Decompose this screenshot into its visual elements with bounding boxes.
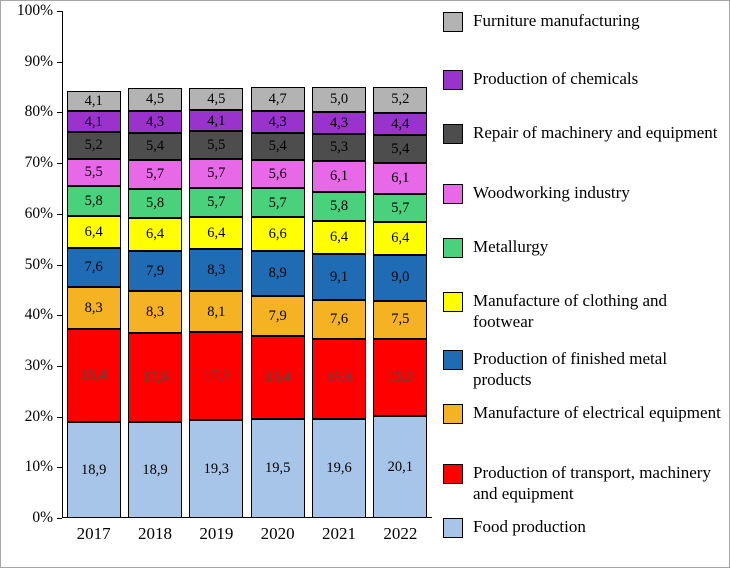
bar-segment-label: 15,3 bbox=[387, 369, 414, 386]
bar-column[interactable] bbox=[373, 11, 427, 518]
bar-segment-label: 6,4 bbox=[329, 229, 349, 246]
y-axis-tick-mark bbox=[57, 214, 62, 215]
bar-segment-label: 5,5 bbox=[207, 136, 226, 153]
bar-segment[interactable] bbox=[189, 188, 243, 217]
bar-segment[interactable] bbox=[128, 189, 182, 218]
legend-item[interactable] bbox=[443, 123, 727, 144]
bar-segment[interactable] bbox=[251, 87, 305, 111]
bar-segment[interactable] bbox=[128, 422, 182, 518]
x-axis-tick-label: 2020 bbox=[260, 524, 295, 543]
bar-segment[interactable] bbox=[67, 216, 121, 248]
bar-segment[interactable] bbox=[373, 87, 427, 113]
bar-segment[interactable] bbox=[189, 110, 243, 131]
bar-segment-label: 8,9 bbox=[268, 265, 287, 282]
bar-segment-label: 19,5 bbox=[264, 460, 291, 477]
bar-segment[interactable] bbox=[251, 217, 305, 250]
y-axis-tick-mark bbox=[57, 315, 62, 316]
bar-segment[interactable] bbox=[251, 188, 305, 217]
bar-segment-label: 5,7 bbox=[268, 194, 287, 211]
legend-color-swatch bbox=[443, 184, 463, 204]
bar-segment[interactable] bbox=[251, 111, 305, 133]
bar-segment-label: 20,1 bbox=[387, 458, 414, 475]
y-axis-tick-mark bbox=[57, 62, 62, 63]
bar-segment[interactable] bbox=[67, 422, 121, 518]
bar-segment[interactable] bbox=[312, 112, 366, 134]
bar-segment[interactable] bbox=[373, 222, 427, 254]
bar-segment-label: 18,9 bbox=[80, 461, 107, 478]
bar-segment-label: 4,4 bbox=[391, 115, 410, 132]
bar-segment-label: 5,7 bbox=[207, 194, 226, 211]
legend-item[interactable] bbox=[443, 237, 727, 258]
bar-segment[interactable] bbox=[189, 88, 243, 111]
bar-segment-label: 16,4 bbox=[264, 369, 291, 386]
bar-segment[interactable] bbox=[189, 131, 243, 159]
legend bbox=[443, 5, 727, 545]
bar-segment[interactable] bbox=[67, 329, 121, 422]
x-axis-tick-label: 2019 bbox=[199, 524, 234, 543]
y-axis-tick-label: 100% bbox=[16, 2, 53, 19]
legend-item[interactable] bbox=[443, 291, 727, 332]
bar-segment[interactable] bbox=[312, 339, 366, 419]
y-axis-tick-label: 50% bbox=[24, 255, 53, 273]
bar-segment-label: 6,1 bbox=[391, 169, 410, 186]
bar-segment-label: 7,6 bbox=[329, 311, 349, 328]
bar-segment[interactable] bbox=[189, 291, 243, 332]
bar-segment-label: 9,1 bbox=[329, 268, 349, 285]
y-axis-tick-label: 30% bbox=[24, 356, 53, 374]
legend-item-label: Production of transport, machinery and equipment bbox=[473, 463, 711, 503]
y-axis-tick-label: 20% bbox=[24, 407, 53, 425]
y-axis-tick-label: 80% bbox=[24, 103, 53, 121]
bar-segment[interactable] bbox=[128, 160, 182, 189]
bar-segment-label: 5,8 bbox=[145, 195, 165, 212]
bar-segment-label: 6,1 bbox=[329, 168, 349, 185]
bar-segment[interactable] bbox=[67, 159, 121, 187]
bar-segment-label: 6,4 bbox=[391, 230, 410, 247]
bar-segment[interactable] bbox=[67, 132, 121, 158]
y-axis-tick-label: 70% bbox=[24, 154, 53, 172]
bar-column[interactable] bbox=[251, 11, 305, 518]
bar-segment-label: 5,8 bbox=[84, 192, 103, 209]
bar-segment-label: 5,3 bbox=[329, 139, 349, 156]
bar-segment[interactable] bbox=[312, 254, 366, 300]
y-axis-tick-mark bbox=[57, 11, 62, 12]
bar-segment[interactable] bbox=[312, 300, 366, 339]
bar-segment[interactable] bbox=[189, 217, 243, 249]
bar-segment[interactable] bbox=[312, 192, 366, 221]
x-axis-tick-label: 2022 bbox=[383, 524, 418, 543]
bar-column[interactable] bbox=[189, 11, 243, 518]
bar-segment-label: 8,3 bbox=[207, 262, 226, 279]
legend-item-label: Repair of machinery and equipment bbox=[473, 123, 718, 142]
bar-segment-label: 15,8 bbox=[326, 370, 352, 387]
bar-segment-label: 9,0 bbox=[391, 269, 410, 286]
bar-segment-label: 4,1 bbox=[84, 92, 103, 109]
bar-segment[interactable] bbox=[189, 159, 243, 188]
plot-bars bbox=[63, 11, 431, 518]
legend-item-label: Production of finished metal products bbox=[473, 349, 668, 389]
legend-item[interactable] bbox=[443, 403, 727, 424]
bar-segment-label: 5,4 bbox=[391, 140, 410, 157]
bar-segment[interactable] bbox=[373, 135, 427, 162]
legend-color-swatch bbox=[443, 404, 463, 424]
bar-segment-label: 5,4 bbox=[145, 138, 165, 155]
bar-segment[interactable] bbox=[312, 221, 366, 253]
legend-color-swatch bbox=[443, 292, 463, 312]
bar-segment[interactable] bbox=[67, 91, 121, 112]
legend-color-swatch bbox=[443, 518, 463, 538]
bar-segment[interactable] bbox=[128, 251, 182, 291]
bar-segment-label: 4,1 bbox=[84, 113, 103, 130]
bar-segment[interactable] bbox=[128, 111, 182, 133]
legend-color-swatch bbox=[443, 464, 463, 484]
bar-segment-label: 18,9 bbox=[142, 461, 168, 478]
bar-segment-label: 4,1 bbox=[207, 112, 226, 129]
legend-item[interactable] bbox=[443, 517, 727, 538]
legend-item[interactable] bbox=[443, 69, 727, 90]
bar-segment[interactable] bbox=[189, 332, 243, 420]
legend-item-label: Manufacture of clothing and footwear bbox=[473, 291, 668, 331]
legend-item[interactable] bbox=[443, 463, 727, 504]
bar-segment-label: 7,5 bbox=[391, 311, 410, 328]
bar-segment-label: 5,7 bbox=[145, 166, 165, 183]
bar-segment-label: 5,5 bbox=[84, 164, 103, 181]
y-axis-tick-mark bbox=[57, 366, 62, 367]
bar-segment-label: 19,6 bbox=[326, 460, 352, 477]
legend-item[interactable] bbox=[443, 183, 727, 204]
y-axis-tick-mark bbox=[57, 163, 62, 164]
y-axis-tick-mark bbox=[57, 417, 62, 418]
x-axis-tick-label: 2018 bbox=[138, 524, 172, 543]
bar-segment[interactable] bbox=[128, 291, 182, 333]
bar-segment-label: 7,9 bbox=[145, 262, 165, 279]
bar-segment-label: 7,6 bbox=[84, 259, 103, 276]
bar-segment-label: 7,9 bbox=[268, 307, 287, 324]
bar-segment-label: 4,3 bbox=[329, 115, 349, 132]
y-axis-tick-mark bbox=[57, 518, 62, 519]
legend-color-swatch bbox=[443, 124, 463, 144]
bar-segment[interactable] bbox=[373, 113, 427, 135]
bar-segment[interactable] bbox=[67, 287, 121, 329]
bar-segment-label: 4,7 bbox=[268, 90, 287, 107]
bar-segment-label: 8,3 bbox=[145, 303, 165, 320]
bar-segment-label: 8,3 bbox=[84, 299, 103, 316]
bar-segment[interactable] bbox=[128, 333, 182, 422]
bar-segment[interactable] bbox=[128, 218, 182, 250]
bar-segment-label: 17,6 bbox=[142, 369, 168, 386]
y-axis-tick-mark bbox=[57, 112, 62, 113]
bar-column[interactable] bbox=[67, 11, 121, 518]
bar-segment[interactable] bbox=[312, 134, 366, 161]
bar-segment[interactable] bbox=[251, 251, 305, 296]
y-axis-tick-mark bbox=[57, 265, 62, 266]
legend-color-swatch bbox=[443, 12, 463, 32]
bar-segment-label: 5,8 bbox=[329, 198, 349, 215]
bar-segment-label: 5,4 bbox=[268, 138, 287, 155]
bar-segment[interactable] bbox=[373, 163, 427, 194]
bar-segment[interactable] bbox=[189, 420, 243, 518]
bar-segment-label: 4,3 bbox=[268, 113, 287, 130]
bar-segment[interactable] bbox=[373, 416, 427, 518]
y-axis-tick-mark bbox=[57, 467, 62, 468]
y-axis bbox=[1, 2, 59, 529]
legend-color-swatch bbox=[443, 238, 463, 258]
bar-segment[interactable] bbox=[251, 160, 305, 188]
bar-column[interactable] bbox=[128, 11, 182, 518]
legend-item-label: Furniture manufacturing bbox=[473, 11, 640, 30]
bar-segment[interactable] bbox=[251, 336, 305, 419]
legend-color-swatch bbox=[443, 350, 463, 370]
bar-segment-label: 19,3 bbox=[203, 460, 230, 477]
bar-segment-label: 5,2 bbox=[391, 91, 410, 108]
bar-segment[interactable] bbox=[373, 339, 427, 417]
bar-segment[interactable] bbox=[373, 255, 427, 301]
bar-segment-label: 8,1 bbox=[207, 303, 226, 320]
legend-item[interactable] bbox=[443, 11, 727, 32]
bar-segment-label: 6,4 bbox=[84, 223, 103, 240]
x-axis-tick-label: 2017 bbox=[76, 524, 111, 543]
bar-segment[interactable] bbox=[312, 87, 366, 112]
bar-segment[interactable] bbox=[251, 296, 305, 336]
x-axis-tick-label: 2021 bbox=[322, 524, 356, 543]
y-axis-tick-label: 0% bbox=[32, 509, 53, 526]
bar-segment[interactable] bbox=[373, 301, 427, 339]
bar-segment[interactable] bbox=[251, 419, 305, 518]
bar-segment-label: 5,7 bbox=[207, 165, 226, 182]
bar-segment-label: 5,2 bbox=[84, 137, 103, 154]
legend-item[interactable] bbox=[443, 349, 727, 390]
legend-item-label: Production of chemicals bbox=[473, 69, 639, 88]
bar-column[interactable] bbox=[312, 11, 366, 518]
bar-segment[interactable] bbox=[373, 194, 427, 223]
bar-segment-label: 18,4 bbox=[80, 367, 107, 384]
bar-segment[interactable] bbox=[312, 419, 366, 518]
bar-segment[interactable] bbox=[312, 161, 366, 192]
legend-item-label: Food production bbox=[473, 517, 586, 536]
x-axis bbox=[63, 524, 431, 554]
legend-color-swatch bbox=[443, 70, 463, 90]
bar-segment[interactable] bbox=[251, 133, 305, 160]
y-axis-tick-label: 90% bbox=[24, 52, 53, 70]
legend-item-label: Metallurgy bbox=[473, 237, 549, 256]
legend-item-label: Woodworking industry bbox=[473, 183, 630, 202]
y-axis-tick-label: 40% bbox=[24, 306, 53, 324]
bar-segment-label: 6,6 bbox=[268, 225, 287, 242]
bar-segment[interactable] bbox=[128, 88, 182, 111]
y-axis-tick-label: 10% bbox=[24, 458, 53, 476]
bar-segment[interactable] bbox=[128, 133, 182, 160]
bar-segment[interactable] bbox=[189, 249, 243, 291]
bar-segment-label: 5,7 bbox=[391, 199, 410, 216]
bar-segment-label: 17,3 bbox=[203, 368, 230, 385]
y-axis-tick-label: 60% bbox=[24, 204, 53, 222]
bar-segment-label: 6,4 bbox=[145, 226, 165, 243]
bar-segment-label: 6,4 bbox=[207, 224, 226, 241]
bar-segment-label: 5,6 bbox=[268, 166, 287, 182]
bar-segment[interactable] bbox=[67, 248, 121, 287]
legend-item-label: Manufacture of electrical equipment bbox=[473, 403, 721, 422]
bar-segment-label: 4,5 bbox=[145, 91, 165, 108]
bar-segment-label: 5,0 bbox=[329, 91, 349, 108]
bar-segment[interactable] bbox=[67, 186, 121, 215]
bar-segment-label: 4,3 bbox=[145, 113, 165, 130]
bar-segment-label: 4,5 bbox=[207, 90, 226, 107]
bar-segment[interactable] bbox=[67, 111, 121, 132]
